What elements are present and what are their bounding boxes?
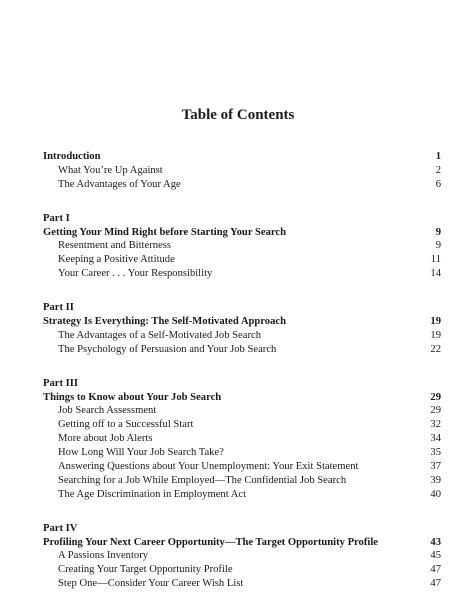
- toc-entry: [43, 329, 441, 343]
- toc-entry-page: 14: [430, 268, 441, 280]
- toc-entry-page: 2: [435, 164, 441, 176]
- section-spacer: [43, 502, 441, 522]
- toc-entry-title: Getting off to a Successful Start: [58, 419, 194, 431]
- toc-entry-title: Job Search Assessment: [58, 405, 157, 417]
- toc-entry-page: 9: [435, 226, 441, 238]
- table-of-contents: [43, 150, 441, 591]
- toc-entry: [43, 404, 441, 418]
- toc-entry-title: Resentment and Bitterness: [58, 240, 171, 252]
- toc-entry-title: Profiling Your Next Career Opportunity—The Target Opportunity Profile: [43, 536, 378, 548]
- toc-entry-page: 45: [430, 550, 441, 562]
- part-label: Part III: [43, 377, 79, 389]
- toc-entry-title: A Passions Inventory: [58, 550, 149, 562]
- toc-entry: [43, 549, 441, 563]
- toc-entry-title: The Age Discrimination in Employment Act: [58, 488, 247, 500]
- toc-entry-page: 19: [430, 329, 441, 341]
- toc-entry: [43, 178, 441, 192]
- toc-section-heading: [43, 391, 441, 405]
- toc-entry-page: 1: [435, 151, 441, 162]
- toc-section-heading: [43, 315, 441, 329]
- toc-entry-page: 37: [430, 461, 441, 473]
- toc-entry: [43, 474, 441, 488]
- page-title: Table of Contents: [181, 107, 295, 123]
- section-spacer: [43, 281, 441, 301]
- toc-entry-title: Getting Your Mind Right before Starting Your Search: [43, 226, 286, 238]
- toc-entry: [43, 446, 441, 460]
- toc-entry: [43, 432, 441, 446]
- toc-entry-title: How Long Will Your Job Search Take?: [58, 447, 224, 459]
- toc-entry-page: 47: [430, 564, 441, 576]
- toc-entry-page: 32: [430, 419, 441, 431]
- toc-entry-title: Introduction: [43, 151, 101, 162]
- toc-entry-title: Creating Your Target Opportunity Profile: [58, 564, 233, 576]
- toc-entry-title: The Psychology of Persuasion and Your Job Search: [58, 343, 277, 355]
- toc-entry-page: 40: [430, 488, 441, 500]
- part-label: Part I: [43, 212, 70, 224]
- part-label: Part IV: [43, 522, 78, 534]
- toc-entry-page: 39: [430, 474, 441, 486]
- toc-entry-page: 47: [430, 578, 441, 590]
- toc-entry: [43, 563, 441, 577]
- toc-entry-title: Answering Questions about Your Unemployment: Your Exit Statement: [58, 461, 359, 473]
- toc-section-heading: [43, 150, 441, 164]
- toc-entry-page: 43: [430, 536, 441, 548]
- section-spacer: [43, 357, 441, 377]
- toc-entry: [43, 418, 441, 432]
- toc-entry-page: 22: [430, 343, 441, 355]
- toc-entry-page: 19: [430, 316, 441, 328]
- toc-entry-title: Searching for a Job While Employed—The Confidential Job Search: [58, 474, 347, 486]
- toc-entry: [43, 239, 441, 253]
- toc-entry: [43, 267, 441, 281]
- section-spacer: [43, 192, 441, 212]
- toc-entry-page: 29: [430, 391, 441, 403]
- toc-section-heading: [43, 536, 441, 550]
- toc-entry-title: The Advantages of Your Age: [58, 178, 181, 190]
- toc-section-heading: [43, 226, 441, 240]
- toc-entry-title: What You’re Up Against: [58, 164, 163, 176]
- toc-entry-title: Keeping a Positive Attitude: [58, 254, 175, 266]
- part-label: Part II: [43, 302, 74, 314]
- toc-entry-title: The Advantages of a Self-Motivated Job Search: [58, 329, 261, 341]
- toc-entry-page: 35: [430, 447, 441, 459]
- toc-entry: [43, 164, 441, 178]
- toc-entry: [43, 253, 441, 267]
- toc-entry-title: Things to Know about Your Job Search: [43, 391, 222, 403]
- toc-entry: [43, 343, 441, 357]
- toc-entry-title: More about Job Alerts: [58, 433, 153, 445]
- toc-entry-page: 6: [435, 178, 441, 190]
- toc-entry-title: Step One—Consider Your Career Wish List: [58, 578, 244, 590]
- toc-entry-page: 9: [435, 240, 441, 252]
- toc-entry: [43, 488, 441, 502]
- toc-entry-page: 34: [430, 433, 441, 445]
- toc-entry-title: Strategy Is Everything: The Self-Motivated Approach: [43, 316, 286, 328]
- toc-entry-title: Your Career . . . Your Responsibility: [58, 268, 213, 280]
- toc-entry: [43, 577, 441, 591]
- toc-entry-page: 11: [430, 254, 441, 266]
- toc-entry: [43, 460, 441, 474]
- toc-entry-page: 29: [430, 405, 441, 417]
